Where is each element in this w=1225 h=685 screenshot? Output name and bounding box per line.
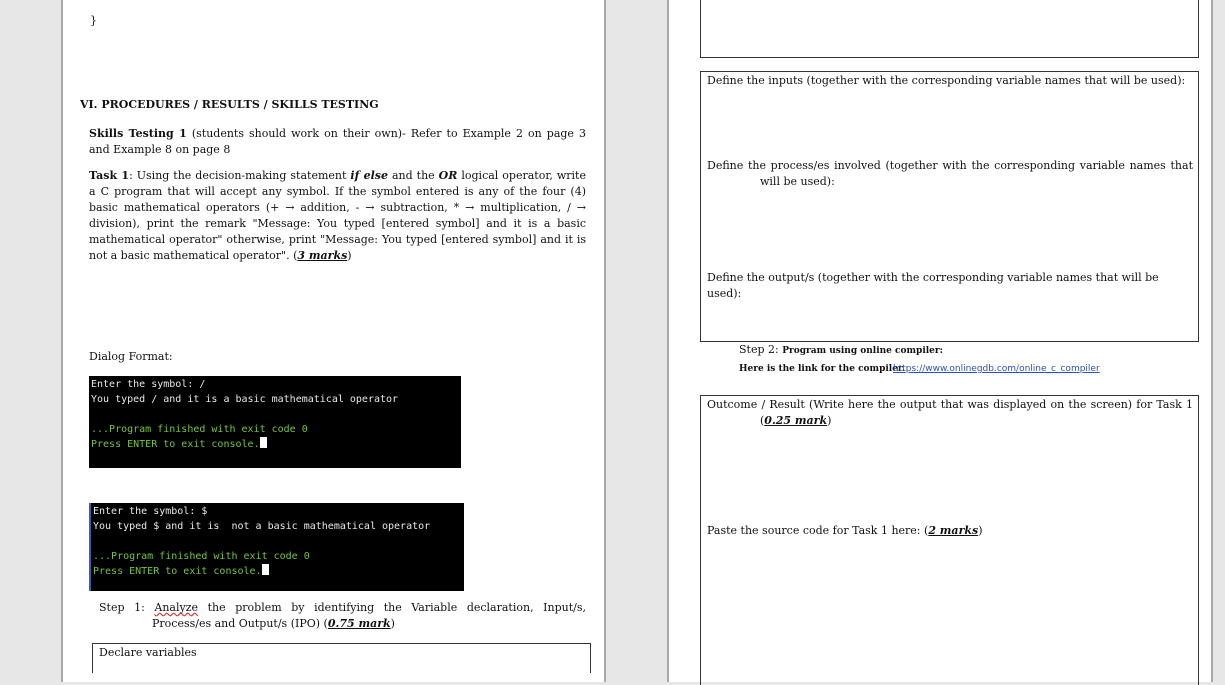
step1-marks: 0.75 mark (327, 617, 391, 630)
skills-testing-text: (students should work on their own)- Refer to Example 2 on page 3 and Example 8 on page 8 (89, 127, 586, 156)
outcome-marks: 0.25 mark (764, 414, 828, 427)
compiler-link[interactable]: https://www.onlinegdb.com/online_c_compiler (893, 364, 1100, 374)
console-output-2 (89, 503, 464, 591)
document-page-right (667, 0, 1213, 682)
section-heading: VI. PROCEDURES / RESULTS / SKILLS TESTING (80, 98, 379, 111)
answer-box-top[interactable] (700, 0, 1199, 58)
declare-variables-label: Declare variables (99, 646, 197, 659)
compiler-link-line (739, 363, 905, 376)
task-label: Task 1 (89, 169, 130, 182)
step1-text: the problem by identifying the Variable declaration, Input/s, Process/es and Output/s (IPO) ( (152, 601, 586, 630)
step1-analyze: Analyze (154, 601, 199, 614)
skills-testing-paragraph (89, 126, 586, 158)
console1-line4: Press ENTER to exit console. (91, 439, 260, 450)
task-ifelse: if else (350, 169, 388, 182)
task-text-1: : Using the decision-making statement (129, 169, 351, 182)
outcome-label (707, 397, 1193, 429)
paste-text: Paste the source code for Task 1 here: ( (707, 524, 929, 537)
skills-testing-title: Skills Testing 1 (89, 127, 187, 140)
declare-variables-box[interactable] (92, 643, 591, 673)
dialog-format-label: Dialog Format: (89, 350, 173, 363)
console1-line2: You typed / and it is a basic mathematical operator (91, 394, 399, 405)
paste-close: ) (978, 524, 983, 537)
task-text-2: and the (388, 169, 439, 182)
paste-marks: 2 marks (928, 524, 979, 537)
console2-line4: Press ENTER to exit console. (93, 566, 262, 577)
document-page-left (61, 0, 606, 682)
outcome-box[interactable] (700, 395, 1199, 685)
ipo-box[interactable] (700, 71, 1199, 342)
outcome-close: ) (827, 414, 832, 427)
step2-heading (739, 342, 943, 359)
step1-close: ) (390, 617, 395, 630)
console2-line1: Enter the symbol: $ (93, 506, 208, 517)
outcome-text: Outcome / Result (Write here the output that was displayed on the screen) for Task 1 ( (707, 398, 1193, 427)
console2-line2: You typed $ and it is not a basic mathematical operator (93, 521, 431, 532)
step2-text: Program using online compiler: (782, 346, 943, 356)
console1-line3: ...Program finished with exit code 0 (91, 424, 308, 435)
console-output-1 (89, 376, 461, 468)
console2-line3: ...Program finished with exit code 0 (93, 551, 310, 562)
define-output-label: Define the output/s (together with the corresponding variable names that will be used): (707, 271, 1159, 300)
step2-prefix: Step 2: (739, 343, 783, 356)
task-close: ) (347, 249, 352, 262)
console1-cursor (260, 437, 267, 448)
step1-paragraph (99, 600, 586, 632)
paste-source-label (707, 523, 982, 539)
task-paragraph (89, 168, 586, 264)
console2-cursor (262, 564, 269, 575)
compiler-link-label: Here is the link for the compiler. (739, 364, 905, 374)
define-process-label: Define the process/es involved (together with the corresponding variable names that will be used): (707, 159, 1193, 188)
task-marks: 3 marks (297, 249, 348, 262)
step1-prefix: Step 1: (99, 601, 155, 614)
task-or: OR (438, 169, 458, 182)
console1-line1: Enter the symbol: / (91, 379, 206, 390)
task-text-3: logical operator, write a C program that will accept any symbol. If the symbol entered is any of the four (4) basic mathematical operators (+ → addition, - → subtraction, * → multiplication, / → division), print the remark "Message: You typed [entered symbol] and it is a basic mathematical operator" otherwise, print "Message: You typed [entered symbol] and it is not a basic mathematical operator". ( (89, 169, 586, 262)
define-inputs-label: Define the inputs (together with the corresponding variable names that will be used): (707, 74, 1186, 87)
closing-brace: } (90, 14, 97, 27)
